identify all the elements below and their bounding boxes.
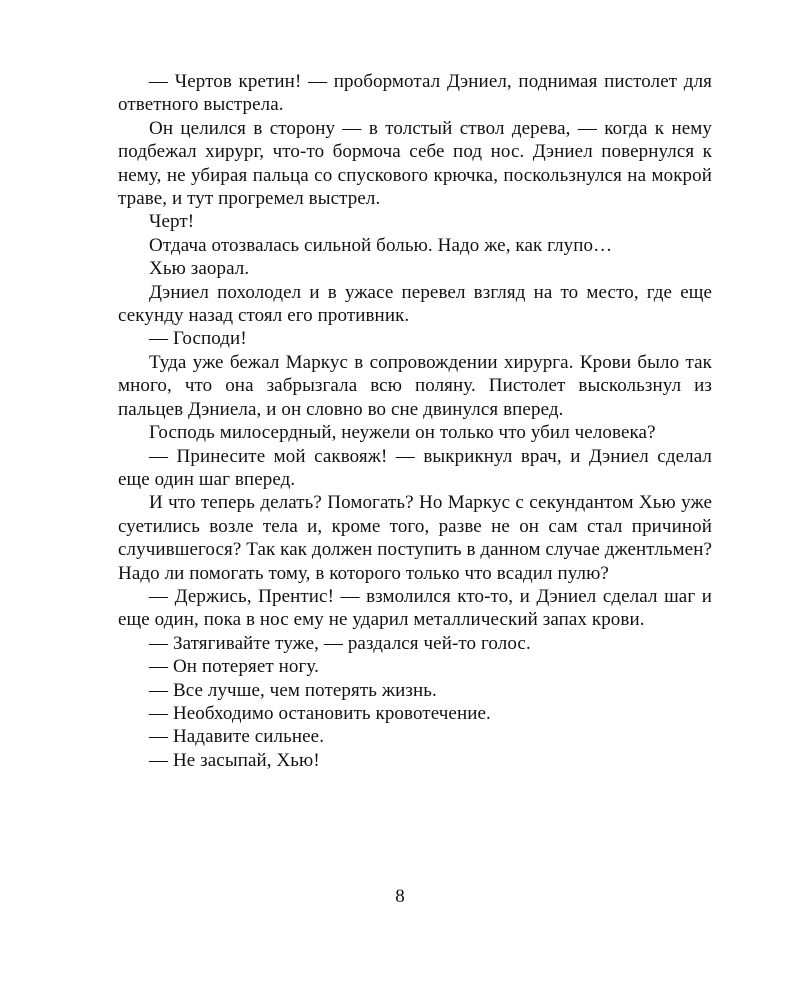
paragraph: — Держись, Прентис! — взмолился кто-то, и Дэниел сделал шаг и еще один, пока в нос ему не ударил металлический запах крови. [118,585,712,631]
paragraph: Отдача отозвалась сильной болью. Надо же, как глупо… [149,234,613,256]
paragraph: — Принесите мой саквояж! — выкрикнул врач, и Дэниел сделал еще один шаг вперед. [118,445,712,490]
paragraph: Черт! [149,211,195,233]
paragraph: Он целился в сторону — в толстый ствол дерева, — когда к нему подбежал хирург, что-то бормоча себе под нос. Дэниел повернулся к нему, не убирая пальца со спускового крючка, поскользнулся на мокрой траве, и тут прогремел выстрел. [118,117,712,210]
paragraph: Господь милосердный, неужели он только что убил человека? [149,422,656,444]
paragraph: — Господи! [149,328,247,350]
paragraph: Туда уже бежал Маркус в сопровождении хирурга. Крови было так много, что она забрызгала всю поляну. Пистолет выскользнул из пальцев Дэниела, и он словно во сне двинулся вперед. [118,351,712,420]
body-text [118,70,712,772]
paragraph: — Чертов кретин! — пробормотал Дэниел, поднимая пистолет для ответного выстрела. [118,71,712,116]
paragraph: Хью заорал. [149,258,250,280]
paragraph: — Затягивайте туже, — раздался чей-то голос. [149,632,531,654]
paragraph: — Он потеряет ногу. [149,656,319,678]
paragraph: Дэниел похолодел и в ужасе перевел взгляд на то место, где еще секунду назад стоял его противник. [118,281,712,327]
paragraph: — Необходимо остановить кровотечение. [149,702,491,724]
paragraph: — Все лучше, чем потерять жизнь. [149,679,437,701]
paragraph: И что теперь делать? Помогать? Но Маркус с секундантом Хью уже суетились возле тела и, кроме того, разве не он сам стал причиной случившегося? Так как должен поступить в данном случае джентльмен? Надо ли помогать тому, в которого только что всадил пулю? [118,492,712,584]
paragraph: — Надавите сильнее. [149,726,325,748]
paragraph: — Не засыпай, Хью! [149,749,320,771]
page-number: 8 [395,886,405,907]
